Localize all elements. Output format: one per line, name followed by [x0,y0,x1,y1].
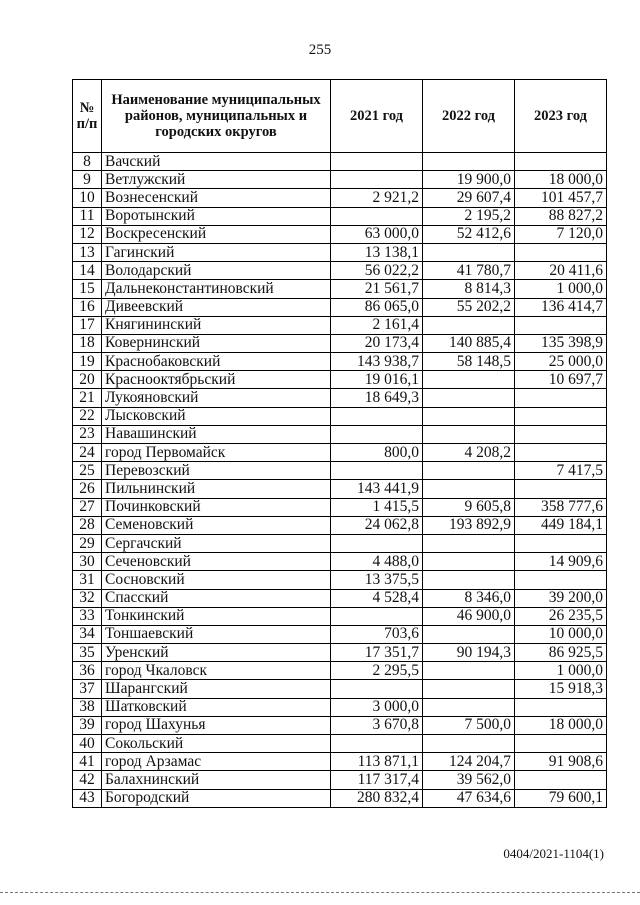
value-2023: 91 908,6 [515,753,607,771]
value-2022 [423,153,515,171]
row-name: Шарангский [102,680,331,698]
row-name: Богородский [102,789,331,807]
value-2022 [423,480,515,498]
row-name: Воскресенский [102,225,331,243]
row-name: Семеновский [102,516,331,534]
row-number: 31 [73,571,102,589]
value-2021: 2 161,4 [331,316,423,334]
row-number: 28 [73,516,102,534]
value-2022: 140 885,4 [423,334,515,352]
value-2023: 135 398,9 [515,334,607,352]
row-number: 13 [73,243,102,261]
value-2022: 41 780,7 [423,262,515,280]
row-number: 32 [73,589,102,607]
value-2023: 25 000,0 [515,353,607,371]
value-2023 [515,735,607,753]
row-number: 17 [73,316,102,334]
value-2021: 3 000,0 [331,698,423,716]
value-2022 [423,462,515,480]
row-name: Сергачский [102,534,331,552]
row-name: Дивеевский [102,298,331,316]
row-number: 23 [73,425,102,443]
row-number: 25 [73,462,102,480]
table-row [73,698,607,716]
row-name: Ветлужский [102,171,331,189]
row-number: 15 [73,280,102,298]
row-name: Краснобаковский [102,353,331,371]
value-2023: 1 000,0 [515,662,607,680]
table-row [73,716,607,734]
row-name: Лысковский [102,407,331,425]
table-row [73,462,607,480]
row-number: 37 [73,680,102,698]
header-2021: 2021 год [331,80,423,153]
value-2022 [423,625,515,643]
value-2023: 18 000,0 [515,716,607,734]
value-2023 [515,153,607,171]
value-2021: 4 528,4 [331,589,423,607]
document-code: 0404/2021-1104(1) [503,846,604,861]
row-number: 27 [73,498,102,516]
row-number: 11 [73,207,102,225]
row-name: Пильнинский [102,480,331,498]
row-number: 33 [73,607,102,625]
value-2021: 117 317,4 [331,771,423,789]
value-2022: 124 204,7 [423,753,515,771]
value-2021: 2 295,5 [331,662,423,680]
value-2022: 4 208,2 [423,444,515,462]
row-number: 35 [73,644,102,662]
table-row [73,753,607,771]
header-2023: 2023 год [515,80,607,153]
row-number: 43 [73,789,102,807]
table-header-row [73,80,607,153]
row-number: 30 [73,553,102,571]
row-number: 29 [73,534,102,552]
value-2023: 26 235,5 [515,607,607,625]
value-2021: 17 351,7 [331,644,423,662]
value-2022: 193 892,9 [423,516,515,534]
row-number: 34 [73,625,102,643]
row-number: 14 [73,262,102,280]
value-2022 [423,698,515,716]
row-number: 40 [73,735,102,753]
value-2021: 56 022,2 [331,262,423,280]
value-2022 [423,407,515,425]
row-number: 22 [73,407,102,425]
table-row [73,553,607,571]
row-number: 10 [73,189,102,207]
row-name: Перевозский [102,462,331,480]
value-2022: 46 900,0 [423,607,515,625]
table-row [73,171,607,189]
value-2021 [331,534,423,552]
header-number: № п/п [73,80,102,153]
value-2023 [515,407,607,425]
row-name: Балахнинский [102,771,331,789]
table-row [73,516,607,534]
table-row [73,407,607,425]
value-2023 [515,316,607,334]
value-2021: 4 488,0 [331,553,423,571]
value-2023: 10 697,7 [515,371,607,389]
row-name: Спасский [102,589,331,607]
value-2023: 10 000,0 [515,625,607,643]
value-2023: 449 184,1 [515,516,607,534]
table-row [73,771,607,789]
value-2021 [331,680,423,698]
value-2023: 1 000,0 [515,280,607,298]
table-row [73,334,607,352]
value-2021 [331,425,423,443]
value-2021: 63 000,0 [331,225,423,243]
value-2023: 39 200,0 [515,589,607,607]
value-2021: 20 173,4 [331,334,423,352]
row-name: Володарский [102,262,331,280]
table-row [73,425,607,443]
value-2021: 3 670,8 [331,716,423,734]
value-2021: 13 138,1 [331,243,423,261]
table-row [73,389,607,407]
row-name: Тонкинский [102,607,331,625]
value-2022: 39 562,0 [423,771,515,789]
value-2021: 13 375,5 [331,571,423,589]
value-2022: 2 195,2 [423,207,515,225]
value-2021 [331,735,423,753]
value-2021 [331,153,423,171]
table-row [73,644,607,662]
value-2021: 280 832,4 [331,789,423,807]
table-row [73,262,607,280]
value-2022 [423,534,515,552]
table-row [73,298,607,316]
row-name: Дальнеконстантиновский [102,280,331,298]
value-2021: 21 561,7 [331,280,423,298]
row-name: Шатковский [102,698,331,716]
value-2023 [515,480,607,498]
value-2022: 29 607,4 [423,189,515,207]
value-2023: 14 909,6 [515,553,607,571]
value-2023: 79 600,1 [515,789,607,807]
value-2022 [423,389,515,407]
row-number: 24 [73,444,102,462]
row-name: Вознесенский [102,189,331,207]
value-2022 [423,680,515,698]
value-2023: 20 411,6 [515,262,607,280]
row-number: 16 [73,298,102,316]
value-2022 [423,735,515,753]
row-name: Краснооктябрьский [102,371,331,389]
table-row [73,444,607,462]
row-name: город Чкаловск [102,662,331,680]
table-row [73,571,607,589]
value-2021: 1 415,5 [331,498,423,516]
row-number: 8 [73,153,102,171]
value-2021 [331,207,423,225]
value-2023 [515,389,607,407]
value-2021: 18 649,3 [331,389,423,407]
header-name: Наименование муниципальных районов, муниципальных и городских округов [102,80,331,153]
value-2022 [423,243,515,261]
row-number: 26 [73,480,102,498]
value-2023: 15 918,3 [515,680,607,698]
value-2022: 19 900,0 [423,171,515,189]
table-row [73,589,607,607]
row-name: Воротынский [102,207,331,225]
table-row [73,498,607,516]
value-2023: 358 777,6 [515,498,607,516]
value-2021: 24 062,8 [331,516,423,534]
table-row [73,789,607,807]
value-2023 [515,444,607,462]
row-name: Уренский [102,644,331,662]
value-2023 [515,425,607,443]
value-2021 [331,607,423,625]
row-name: город Арзамас [102,753,331,771]
value-2021 [331,407,423,425]
value-2021 [331,171,423,189]
row-name: Сеченовский [102,553,331,571]
value-2022 [423,425,515,443]
table-row [73,353,607,371]
value-2022 [423,571,515,589]
table-row [73,225,607,243]
table-row [73,189,607,207]
row-name: Ковернинский [102,334,331,352]
table-row [73,153,607,171]
row-number: 9 [73,171,102,189]
value-2021: 2 921,2 [331,189,423,207]
table-row [73,607,607,625]
value-2021: 143 938,7 [331,353,423,371]
table-row [73,735,607,753]
value-2023: 101 457,7 [515,189,607,207]
value-2021: 86 065,0 [331,298,423,316]
row-name: Тоншаевский [102,625,331,643]
value-2023: 136 414,7 [515,298,607,316]
value-2022: 7 500,0 [423,716,515,734]
value-2022: 55 202,2 [423,298,515,316]
table-row [73,243,607,261]
row-number: 12 [73,225,102,243]
value-2022: 47 634,6 [423,789,515,807]
value-2022: 9 605,8 [423,498,515,516]
table-row [73,662,607,680]
row-name: Навашинский [102,425,331,443]
row-name: город Шахунья [102,716,331,734]
value-2022: 52 412,6 [423,225,515,243]
row-number: 36 [73,662,102,680]
value-2022 [423,662,515,680]
header-2022: 2022 год [423,80,515,153]
row-name: Вачский [102,153,331,171]
table-row [73,371,607,389]
budget-table [72,79,607,808]
value-2023: 7 120,0 [515,225,607,243]
value-2021: 143 441,9 [331,480,423,498]
row-number: 20 [73,371,102,389]
value-2023: 88 827,2 [515,207,607,225]
table-row [73,680,607,698]
value-2022: 8 346,0 [423,589,515,607]
value-2022: 90 194,3 [423,644,515,662]
value-2023: 7 417,5 [515,462,607,480]
value-2022: 8 814,3 [423,280,515,298]
row-number: 38 [73,698,102,716]
value-2021 [331,462,423,480]
value-2022: 58 148,5 [423,353,515,371]
row-number: 39 [73,716,102,734]
table-row [73,625,607,643]
value-2021: 800,0 [331,444,423,462]
value-2023 [515,571,607,589]
value-2023 [515,534,607,552]
row-number: 18 [73,334,102,352]
value-2022 [423,553,515,571]
value-2021: 703,6 [331,625,423,643]
value-2023 [515,771,607,789]
value-2022 [423,316,515,334]
table-row [73,280,607,298]
row-name: Починковский [102,498,331,516]
value-2023 [515,243,607,261]
row-name: Сокольский [102,735,331,753]
value-2021: 19 016,1 [331,371,423,389]
row-name: Княгининский [102,316,331,334]
row-name: город Первомайск [102,444,331,462]
table-body [73,153,607,808]
value-2022 [423,371,515,389]
value-2023 [515,698,607,716]
row-name: Гагинский [102,243,331,261]
row-number: 41 [73,753,102,771]
value-2023: 18 000,0 [515,171,607,189]
table-row [73,316,607,334]
table-row [73,207,607,225]
table-row [73,534,607,552]
page-number: 255 [308,42,332,58]
value-2021: 113 871,1 [331,753,423,771]
value-2023: 86 925,5 [515,644,607,662]
row-name: Лукояновский [102,389,331,407]
row-number: 42 [73,771,102,789]
table-row [73,480,607,498]
row-number: 19 [73,353,102,371]
row-number: 21 [73,389,102,407]
page-edge-line [0,892,640,893]
row-name: Сосновский [102,571,331,589]
